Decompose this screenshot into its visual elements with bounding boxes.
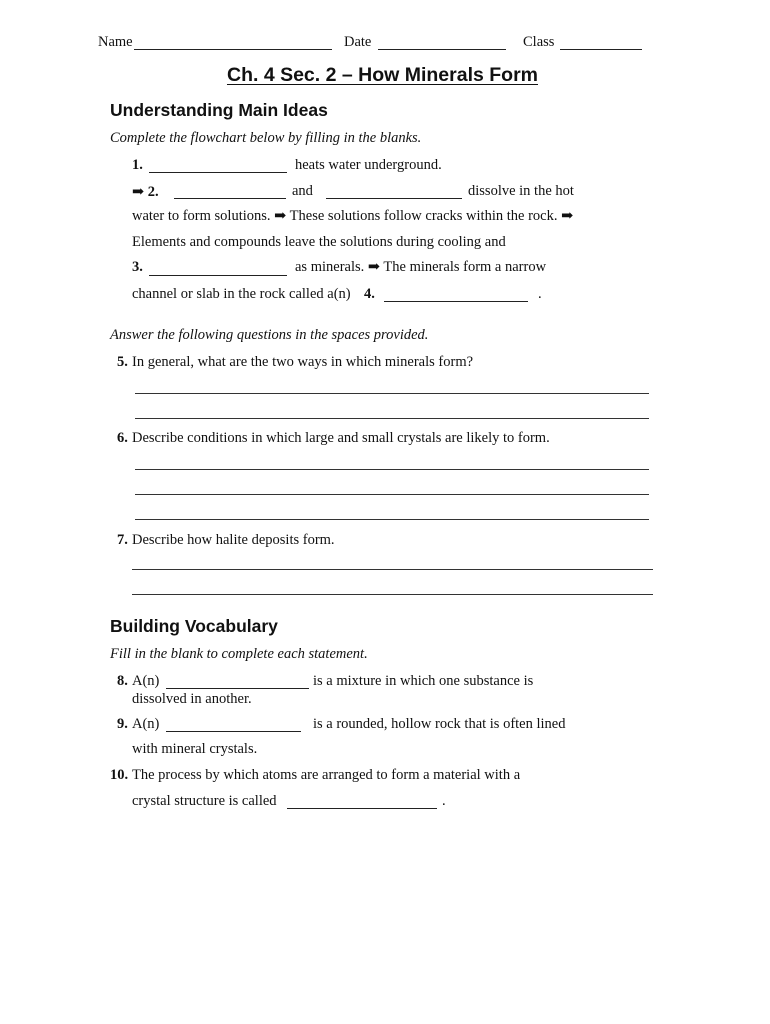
item-number-1: 1. <box>132 157 143 173</box>
section-heading-vocabulary: Building Vocabulary <box>110 616 278 636</box>
blank-9[interactable] <box>166 731 301 732</box>
question-10-period: . <box>442 793 446 809</box>
blank-10[interactable] <box>287 808 437 809</box>
question-8-b: is a mixture in which one substance is <box>313 673 534 689</box>
question-9-c: with mineral crystals. <box>132 741 258 757</box>
instructions-vocabulary: Fill in the blank to complete each statement. <box>110 646 368 662</box>
date-label: Date <box>344 34 372 50</box>
question-9-b: is a rounded, hollow rock that is often lined <box>313 716 566 732</box>
blank-2b[interactable] <box>326 198 462 199</box>
item-number-3: 3. <box>132 259 143 275</box>
question-number-10: 10. <box>110 767 129 783</box>
answer-line-5b[interactable] <box>135 418 649 419</box>
item-number-4: 4. <box>364 286 375 302</box>
flow-text-1: heats water underground. <box>295 157 442 173</box>
blank-8[interactable] <box>166 688 309 689</box>
answer-line-5a[interactable] <box>135 393 649 394</box>
class-field[interactable] <box>560 49 642 50</box>
question-number-7: 7. <box>117 532 128 548</box>
question-10-b: crystal structure is called <box>132 793 277 809</box>
instructions-flowchart: Complete the flowchart below by filling in the blanks. <box>110 130 422 146</box>
question-number-8: 8. <box>117 673 128 689</box>
blank-2a[interactable] <box>174 198 286 199</box>
question-6-text: Describe conditions in which large and small crystals are likely to form. <box>132 430 550 446</box>
blank-4[interactable] <box>384 301 528 302</box>
item-number-2: ➡ 2. <box>132 184 159 200</box>
answer-line-7b[interactable] <box>132 594 653 595</box>
blank-1[interactable] <box>149 172 287 173</box>
flow-text-4: Elements and compounds leave the solutions during cooling and <box>132 234 506 250</box>
class-label: Class <box>523 34 555 50</box>
date-field[interactable] <box>378 49 506 50</box>
flow-text-5: as minerals. ➡ The minerals form a narrow <box>295 259 547 275</box>
question-8-a: A(n) <box>132 673 160 689</box>
question-number-6: 6. <box>117 430 128 446</box>
question-10-a: The process by which atoms are arranged to form a material with a <box>132 767 521 783</box>
blank-3[interactable] <box>149 275 287 276</box>
question-8-c: dissolved in another. <box>132 691 252 707</box>
name-field[interactable] <box>134 49 332 50</box>
flow-and: and <box>292 183 313 199</box>
question-7-text: Describe how halite deposits form. <box>132 532 335 548</box>
instructions-questions: Answer the following questions in the spaces provided. <box>110 327 429 343</box>
flow-text-6: channel or slab in the rock called a(n) <box>132 286 351 302</box>
answer-line-6b[interactable] <box>135 494 649 495</box>
flow-text-2: dissolve in the hot <box>468 183 574 199</box>
section-heading-main-ideas: Understanding Main Ideas <box>110 100 328 120</box>
question-5-text: In general, what are the two ways in which minerals form? <box>132 354 474 370</box>
flow-text-3: water to form solutions. ➡ These solutions follow cracks within the rock. ➡ <box>132 208 574 224</box>
page-title: Ch. 4 Sec. 2 – How Minerals Form <box>226 64 538 86</box>
answer-line-6a[interactable] <box>135 469 649 470</box>
flow-period: . <box>538 286 542 302</box>
question-number-5: 5. <box>117 354 128 370</box>
question-9-a: A(n) <box>132 716 160 732</box>
answer-line-6c[interactable] <box>135 519 649 520</box>
answer-line-7a[interactable] <box>132 569 653 570</box>
name-label: Name <box>98 34 133 50</box>
question-number-9: 9. <box>117 716 128 732</box>
